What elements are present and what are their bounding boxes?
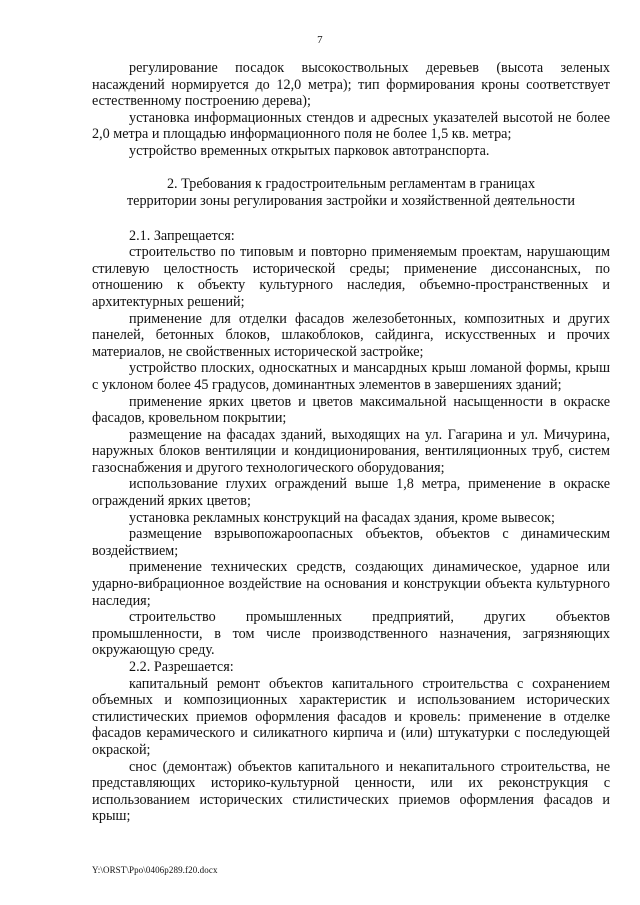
list-item: регулирование посадок высокоствольных деревьев (высота зеленых насаждений нормируется до 12,0 метра); тип формирования кроны соответствует естественному построению дерева); bbox=[92, 60, 610, 110]
list-item: установка рекламных конструкций на фасадах здания, кроме вывесок; bbox=[129, 509, 555, 526]
list-item: капитальный ремонт объектов капитального строительства с сохранением объемных и композиционных характеристик и использованием исторических стилистических приемов оформления фасадов и кровель: применение в отделке фасадов керамического и силикатного кирпича и (или) штукатурки с последующей окраской; bbox=[92, 675, 610, 758]
list-item: применение технических средств, создающих динамическое, ударное или ударно-вибрационное воздействие на основания и конструкции объекта культурного наследия; bbox=[92, 559, 610, 609]
list-item: использование глухих ограждений выше 1,8 метра, применение в окраске ограждений ярких цветов; bbox=[92, 476, 610, 510]
section-heading-line: 2. Требования к градостроительным регламентам в границах bbox=[166, 175, 536, 192]
list-item: строительство по типовым и повторно применяемым проектам, нарушающим стилевую целостность исторической среды; применение диссонансных, по отношению к объекту культурного наследия, объемно-пространственных и архитектурных решений; bbox=[92, 244, 610, 310]
document-body bbox=[92, 60, 610, 825]
prohibited-title: 2.1. Запрещается: bbox=[129, 227, 235, 244]
list-item: установка информационных стендов и адресных указателей высотой не более 2,0 метра и площадью информационного поля не более 1,5 кв. метра; bbox=[92, 109, 610, 143]
list-item: строительство промышленных предприятий, других объектов промышленности, в том числе производственного назначения, загрязняющих окружающую среду. bbox=[92, 609, 610, 659]
list-item: применение для отделки фасадов железобетонных, композитных и других панелей, бетонных блоков, шлакоблоков, сайдинга, искусственных и прочих материалов, не свойственных исторической застройке; bbox=[92, 310, 610, 360]
page-number: 7 bbox=[317, 34, 323, 46]
section-heading-line: территории зоны регулирования застройки и хозяйственной деятельности bbox=[126, 192, 576, 209]
list-item: устройство плоских, односкатных и мансардных крыш ломаной формы, крыш с уклоном более 45 градусов, доминантных элементов в завершениях зданий; bbox=[92, 360, 610, 393]
footer-file-path: Y:\ORST\Ppo\0406p289.f20.docx bbox=[92, 865, 218, 875]
list-item: снос (демонтаж) объектов капитального и некапитального строительства, не представляющих историко-культурной ценности, или их реконструкция с использованием исторических стилистических приемов оформления фасадов и крыш; bbox=[92, 758, 610, 825]
list-item: размещение на фасадах зданий, выходящих на ул. Гагарина и ул. Мичурина, наружных блоков вентиляции и кондиционирования, вентиляционных труб, систем газоснабжения и другого технологического оборудования; bbox=[92, 426, 610, 476]
list-item: устройство временных открытых парковок автотранспорта. bbox=[129, 142, 490, 159]
list-item: размещение взрывопожароопасных объектов, объектов с динамическим воздействием; bbox=[92, 526, 610, 559]
list-item: применение ярких цветов и цветов максимальной насыщенности в окраске фасадов, кровельном покрытии; bbox=[92, 393, 610, 427]
section-heading bbox=[92, 176, 610, 210]
permitted-title: 2.2. Разрешается: bbox=[129, 659, 234, 675]
